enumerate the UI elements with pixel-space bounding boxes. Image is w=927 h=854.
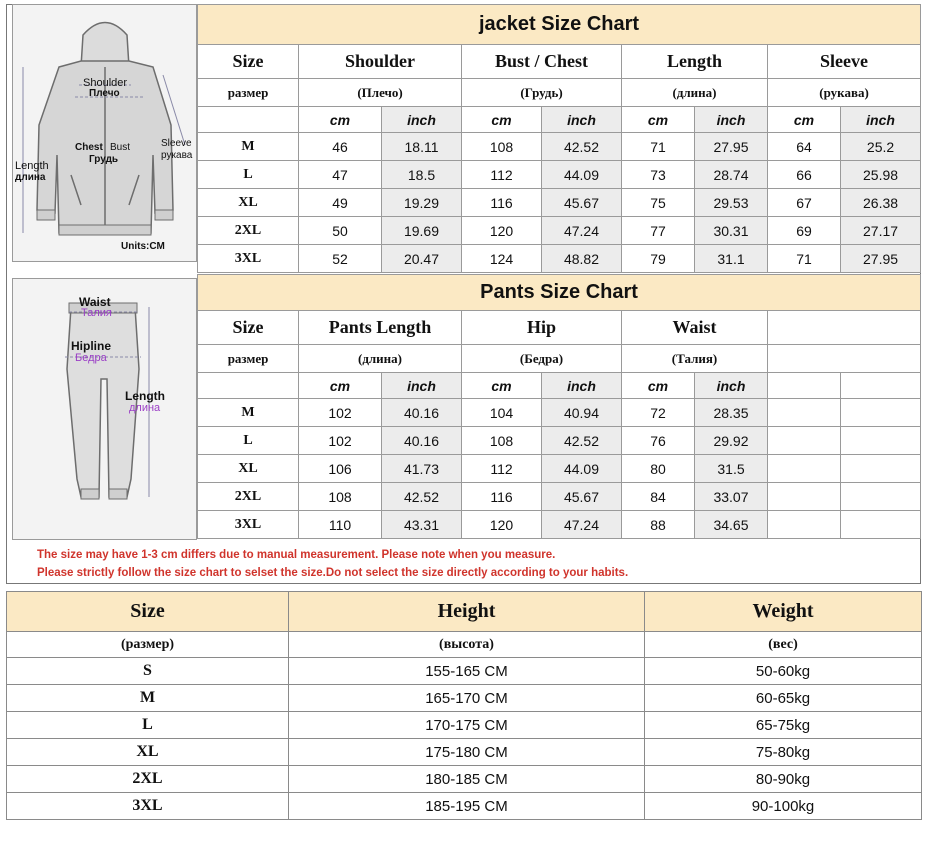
value-cell: 112 [462,161,542,189]
length-ru-label: длина [15,172,46,183]
unit-cell: inch [695,373,768,399]
col-length: Length [622,45,768,79]
table-row [198,427,921,455]
unit-cell: cm [622,107,695,133]
value-cell: 64 [768,133,841,161]
size-cell: 2XL [198,483,299,511]
empty-cell [841,511,921,539]
value-cell: 42.52 [542,427,622,455]
empty-cell [841,373,921,399]
unit-cell: cm [622,373,695,399]
value-cell: 102 [299,427,382,455]
value-cell: 108 [462,133,542,161]
size-cell: M [7,685,289,712]
empty-cell [768,455,841,483]
size-cell: XL [7,739,289,766]
table-row [198,217,921,245]
weight-cell: 60-65kg [645,685,922,712]
chest-ru-label: Грудь [89,154,119,165]
col-weight: Weight [645,592,922,632]
shoulder-ru-label: Плечо [89,88,120,99]
value-cell: 76 [622,427,695,455]
unit-cell: cm [462,373,542,399]
value-cell: 80 [622,455,695,483]
table-row [7,658,922,685]
col-shoulder-ru: (Плечо) [299,79,462,107]
empty-cell [768,345,921,373]
value-cell: 31.5 [695,455,768,483]
table-row [7,739,922,766]
value-cell: 50 [299,217,382,245]
col-size: Size [7,592,289,632]
unit-cell: inch [382,107,462,133]
col-waist-ru: (Талия) [622,345,768,373]
waist-label: Waist [79,295,111,309]
empty-cell [841,399,921,427]
value-cell: 66 [768,161,841,189]
unit-blank [198,107,299,133]
pants-size-table [197,274,921,539]
height-cell: 165-170 CM [289,685,645,712]
height-weight-table [6,591,922,820]
table-row [198,161,921,189]
weight-cell: 50-60kg [645,658,922,685]
empty-cell [768,511,841,539]
empty-cell [768,373,841,399]
col-size-ru: (размер) [7,632,289,658]
value-cell: 72 [622,399,695,427]
weight-cell: 75-80kg [645,739,922,766]
table-row [198,399,921,427]
table-row [7,712,922,739]
size-cell: L [198,427,299,455]
value-cell: 42.52 [542,133,622,161]
size-cell: 3XL [198,511,299,539]
size-cell: S [7,658,289,685]
value-cell: 40.16 [382,427,462,455]
value-cell: 120 [462,217,542,245]
value-cell: 67 [768,189,841,217]
col-waist: Waist [622,311,768,345]
unit-cell: inch [382,373,462,399]
value-cell: 30.31 [695,217,768,245]
table-row [198,483,921,511]
value-cell: 48.82 [542,245,622,273]
bust-label: Bust [110,142,131,153]
length-label: Length [15,160,49,172]
col-height: Height [289,592,645,632]
value-cell: 104 [462,399,542,427]
size-cell: L [198,161,299,189]
table-row [7,793,922,820]
table-row [198,511,921,539]
jacket-diagram [12,4,197,262]
table-row [7,685,922,712]
pants-diagram [12,278,197,540]
pants-length-label: Length [125,389,165,403]
value-cell: 42.52 [382,483,462,511]
height-cell: 185-195 CM [289,793,645,820]
table-row [198,133,921,161]
col-hip-ru: (Бедра) [462,345,622,373]
value-cell: 44.09 [542,161,622,189]
col-size: Size [198,311,299,345]
size-cell: 3XL [198,245,299,273]
value-cell: 45.67 [542,483,622,511]
waist-ru-label: Талия [81,307,112,319]
jacket-size-table [197,4,921,273]
value-cell: 47.24 [542,217,622,245]
value-cell: 44.09 [542,455,622,483]
value-cell: 77 [622,217,695,245]
table-row [198,245,921,273]
height-cell: 175-180 CM [289,739,645,766]
value-cell: 31.1 [695,245,768,273]
note-line-2: Please strictly follow the size chart to selset the size.Do not select the size directly according to your habits. [37,567,629,579]
value-cell: 29.92 [695,427,768,455]
col-sleeve: Sleeve [768,45,921,79]
value-cell: 69 [768,217,841,245]
value-cell: 47 [299,161,382,189]
value-cell: 116 [462,483,542,511]
value-cell: 79 [622,245,695,273]
value-cell: 108 [299,483,382,511]
jacket-icon [13,5,198,263]
value-cell: 120 [462,511,542,539]
value-cell: 27.95 [841,245,921,273]
unit-cell: cm [768,107,841,133]
value-cell: 49 [299,189,382,217]
value-cell: 26.38 [841,189,921,217]
pants-length-ru-label: длина [129,402,161,414]
size-cell: 3XL [7,793,289,820]
value-cell: 71 [768,245,841,273]
size-cell: 2XL [198,217,299,245]
empty-cell [768,311,921,345]
unit-cell: inch [841,107,921,133]
col-weight-ru: (вес) [645,632,922,658]
value-cell: 33.07 [695,483,768,511]
size-cell: M [198,399,299,427]
value-cell: 46 [299,133,382,161]
value-cell: 40.16 [382,399,462,427]
pants-title: Pants Size Chart [198,275,921,311]
value-cell: 73 [622,161,695,189]
value-cell: 28.35 [695,399,768,427]
value-cell: 28.74 [695,161,768,189]
value-cell: 41.73 [382,455,462,483]
note-line-1: The size may have 1-3 cm differs due to manual measurement. Please note when you measure. [37,549,556,561]
value-cell: 84 [622,483,695,511]
jacket-title: jacket Size Chart [198,5,921,45]
empty-cell [841,455,921,483]
value-cell: 52 [299,245,382,273]
unit-cell: cm [462,107,542,133]
unit-blank [198,373,299,399]
empty-cell [768,483,841,511]
unit-cell: cm [299,373,382,399]
chest-label: Chest [75,142,103,153]
value-cell: 27.17 [841,217,921,245]
sleeve-ru-label: рукава [161,150,193,161]
value-cell: 25.98 [841,161,921,189]
empty-cell [841,483,921,511]
value-cell: 110 [299,511,382,539]
unit-cell: inch [542,373,622,399]
value-cell: 102 [299,399,382,427]
hipline-label: Hipline [71,339,112,353]
value-cell: 25.2 [841,133,921,161]
weight-cell: 90-100kg [645,793,922,820]
size-cell: 2XL [7,766,289,793]
size-cell: L [7,712,289,739]
col-sleeve-ru: (рукава) [768,79,921,107]
col-pants-length-ru: (длина) [299,345,462,373]
hipline-ru-label: Бедра [75,352,107,364]
value-cell: 40.94 [542,399,622,427]
col-hip: Hip [462,311,622,345]
unit-cell: inch [695,107,768,133]
value-cell: 29.53 [695,189,768,217]
value-cell: 112 [462,455,542,483]
value-cell: 71 [622,133,695,161]
empty-cell [768,399,841,427]
value-cell: 20.47 [382,245,462,273]
col-size: Size [198,45,299,79]
col-length-ru: (длина) [622,79,768,107]
col-bust: Bust / Chest [462,45,622,79]
empty-cell [768,427,841,455]
col-size-ru: размер [198,345,299,373]
table-row [198,189,921,217]
value-cell: 43.31 [382,511,462,539]
value-cell: 106 [299,455,382,483]
col-height-ru: (высота) [289,632,645,658]
value-cell: 19.29 [382,189,462,217]
col-size-ru: размер [198,79,299,107]
value-cell: 45.67 [542,189,622,217]
size-cell: M [198,133,299,161]
weight-cell: 65-75kg [645,712,922,739]
value-cell: 88 [622,511,695,539]
empty-cell [841,427,921,455]
shoulder-label: Shoulder [83,77,128,89]
table-row [198,455,921,483]
value-cell: 18.5 [382,161,462,189]
col-shoulder: Shoulder [299,45,462,79]
col-pants-length: Pants Length [299,311,462,345]
size-cell: XL [198,189,299,217]
size-cell: XL [198,455,299,483]
value-cell: 75 [622,189,695,217]
unit-cell: cm [299,107,382,133]
weight-cell: 80-90kg [645,766,922,793]
units-label: Units:CM [121,241,165,252]
col-bust-ru: (Грудь) [462,79,622,107]
height-cell: 155-165 CM [289,658,645,685]
table-row [7,766,922,793]
value-cell: 116 [462,189,542,217]
value-cell: 18.11 [382,133,462,161]
value-cell: 47.24 [542,511,622,539]
value-cell: 27.95 [695,133,768,161]
value-cell: 19.69 [382,217,462,245]
value-cell: 124 [462,245,542,273]
value-cell: 108 [462,427,542,455]
value-cell: 34.65 [695,511,768,539]
unit-cell: inch [542,107,622,133]
sleeve-label: Sleeve [161,138,192,149]
height-cell: 180-185 CM [289,766,645,793]
height-cell: 170-175 CM [289,712,645,739]
